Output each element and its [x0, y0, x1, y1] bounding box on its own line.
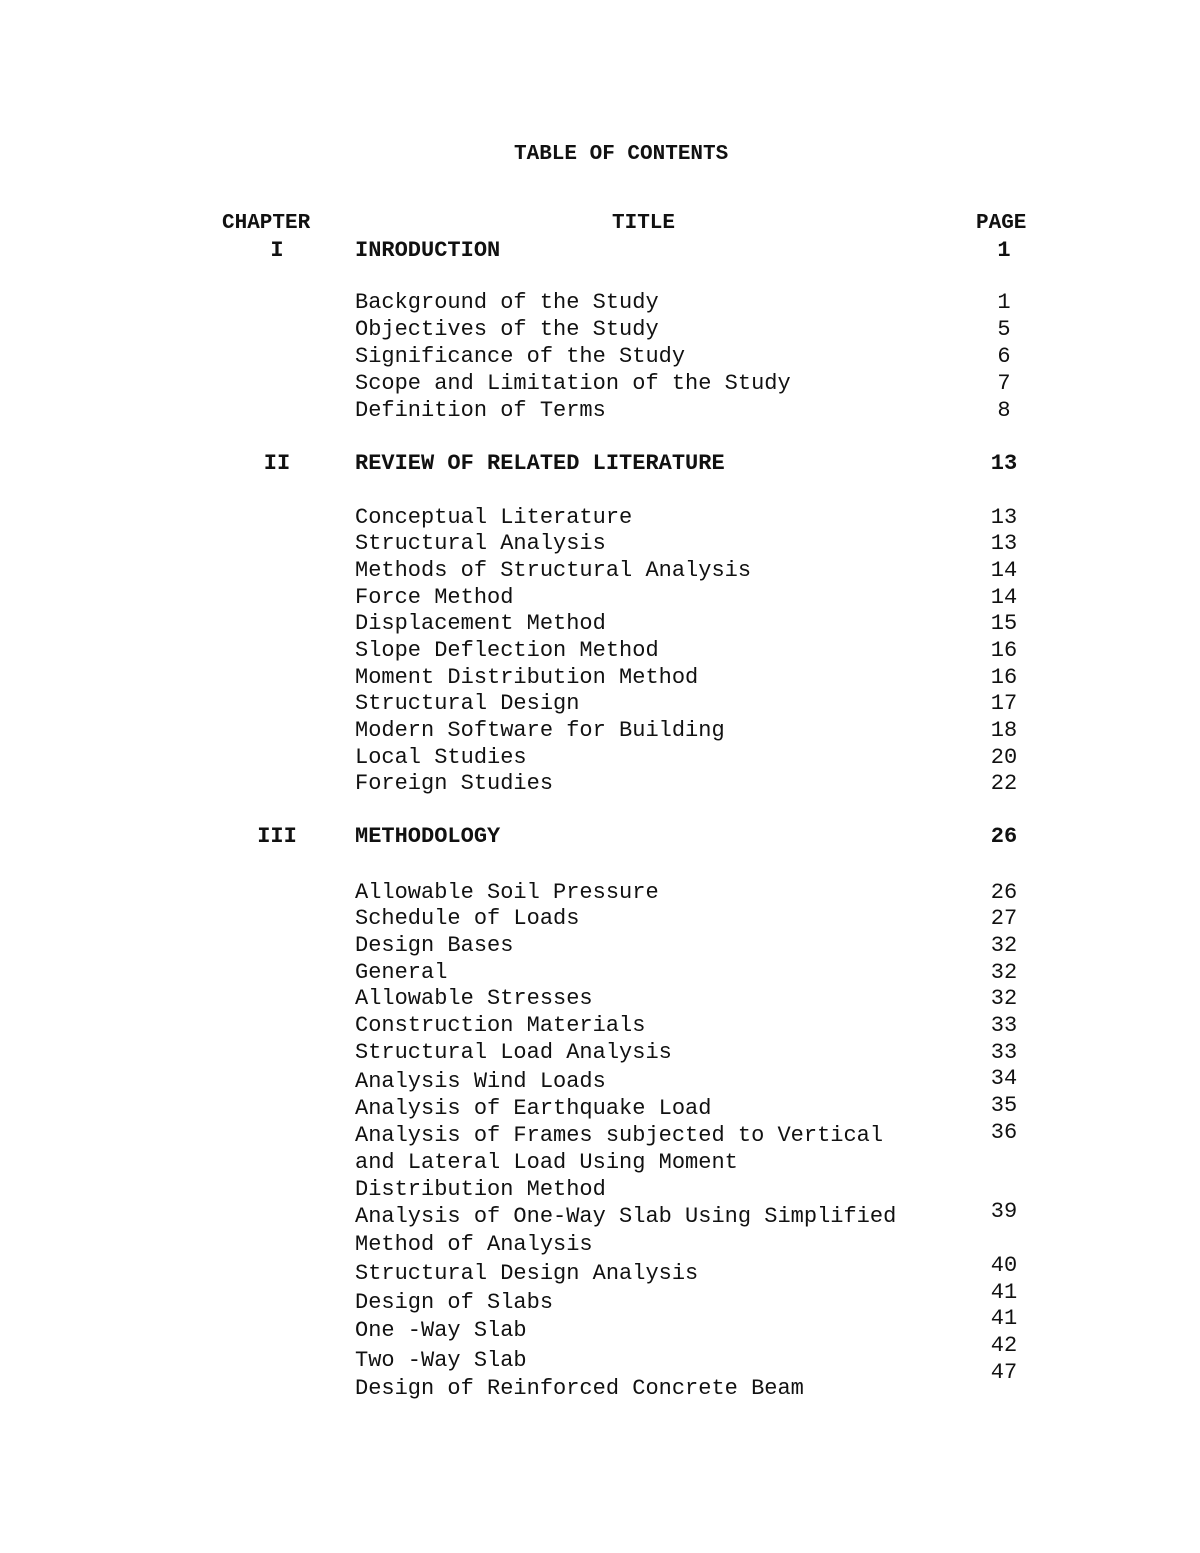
- toc-entry-page: 18: [990, 718, 1018, 743]
- toc-entry-page: 14: [990, 558, 1018, 583]
- toc-entry-page: 34: [990, 1066, 1018, 1091]
- toc-entry-label: Structural Analysis: [355, 531, 606, 556]
- toc-entry-page: 13: [990, 505, 1018, 530]
- toc-entry-label: Allowable Stresses: [355, 986, 593, 1011]
- toc-entry-label: Modern Software for Building: [355, 718, 725, 743]
- toc-entry-label: Definition of Terms: [355, 398, 606, 423]
- toc-entry-label: Structural Design Analysis: [355, 1261, 699, 1286]
- toc-entry-page: 5: [997, 317, 1011, 342]
- toc-entry-page: 1: [997, 290, 1011, 315]
- toc-entry-page: 33: [990, 1013, 1018, 1038]
- toc-entry-page: 8: [997, 398, 1011, 423]
- toc-entry-page: 33: [990, 1040, 1018, 1065]
- toc-entry-label: Methods of Structural Analysis: [355, 558, 752, 583]
- chapter-title: REVIEW OF RELATED LITERATURE: [355, 451, 725, 476]
- chapter-number: III: [257, 824, 297, 849]
- toc-entry-page: 35: [990, 1093, 1018, 1118]
- chapter-number: I: [270, 238, 284, 263]
- chapter-title: INRODUCTION: [355, 238, 501, 263]
- toc-entry-label: Scope and Limitation of the Study: [355, 371, 791, 396]
- toc-entry-label: Objectives of the Study: [355, 317, 659, 342]
- toc-entry-label: Conceptual Literature: [355, 505, 633, 530]
- chapter-page: 1: [997, 238, 1011, 263]
- page-column-header: PAGE: [976, 212, 1027, 235]
- toc-entry-page: 26: [990, 880, 1018, 905]
- chapter-page: 13: [990, 451, 1018, 476]
- toc-entry-page: 6: [997, 344, 1011, 369]
- toc-entry-label: Local Studies: [355, 745, 527, 770]
- toc-entry-label: Design of Slabs: [355, 1290, 554, 1315]
- toc-entry-label: Background of the Study: [355, 290, 659, 315]
- toc-entry-label: Force Method: [355, 585, 514, 610]
- title-column-header: TITLE: [612, 212, 676, 235]
- toc-entry-label: Analysis Wind Loads: [355, 1069, 606, 1094]
- toc-entry-label: Allowable Soil Pressure: [355, 880, 659, 905]
- toc-entry-page: 20: [990, 745, 1018, 770]
- toc-entry-page: 40: [990, 1253, 1018, 1278]
- toc-entry-page: 47: [990, 1360, 1018, 1385]
- toc-entry-label: Moment Distribution Method: [355, 665, 699, 690]
- toc-entry-page: 27: [990, 906, 1018, 931]
- toc-entry-page: 15: [990, 611, 1018, 636]
- toc-entry-page: 14: [990, 585, 1018, 610]
- toc-entry-label: Structural Design: [355, 691, 580, 716]
- chapter-title: METHODOLOGY: [355, 824, 501, 849]
- toc-entry-page: 22: [990, 771, 1018, 796]
- toc-entry-page: 16: [990, 665, 1018, 690]
- toc-entry-label-continued: Distribution Method: [355, 1177, 606, 1202]
- chapter-column-header: CHAPTER: [222, 212, 311, 235]
- toc-entry-label: Foreign Studies: [355, 771, 554, 796]
- toc-entry-page: 16: [990, 638, 1018, 663]
- chapter-page: 26: [990, 824, 1018, 849]
- toc-entry-page: 7: [997, 371, 1011, 396]
- toc-entry-label-continued: Method of Analysis: [355, 1232, 593, 1257]
- toc-entry-label: Two -Way Slab: [355, 1348, 527, 1373]
- toc-entry-page: 13: [990, 531, 1018, 556]
- toc-entry-page: 32: [990, 960, 1018, 985]
- toc-entry-page: 32: [990, 986, 1018, 1011]
- toc-entry-label: Analysis of Earthquake Load: [355, 1096, 712, 1121]
- toc-entry-page: 42: [990, 1333, 1018, 1358]
- toc-entry-page: 17: [990, 691, 1018, 716]
- toc-entry-label: One -Way Slab: [355, 1318, 527, 1343]
- toc-entry-page: 39: [990, 1199, 1018, 1224]
- toc-entry-page: 41: [990, 1306, 1018, 1331]
- toc-entry-label: Design of Reinforced Concrete Beam: [355, 1376, 804, 1401]
- toc-entry-page: 41: [990, 1280, 1018, 1305]
- toc-entry-page: 32: [990, 933, 1018, 958]
- toc-entry-label-continued: and Lateral Load Using Moment: [355, 1150, 738, 1175]
- toc-entry-label: General: [355, 960, 448, 985]
- toc-entry-label: Displacement Method: [355, 611, 606, 636]
- toc-entry-label: Construction Materials: [355, 1013, 646, 1038]
- toc-entry-label: Structural Load Analysis: [355, 1040, 672, 1065]
- toc-entry-label: Significance of the Study: [355, 344, 686, 369]
- chapter-number: II: [263, 451, 291, 476]
- page-title: TABLE OF CONTENTS: [514, 143, 729, 166]
- toc-entry-label: Design Bases: [355, 933, 514, 958]
- toc-entry-label: Analysis of Frames subjected to Vertical: [355, 1123, 884, 1148]
- toc-entry-label: Schedule of Loads: [355, 906, 580, 931]
- toc-entry-label: Slope Deflection Method: [355, 638, 659, 663]
- toc-entry-label: Analysis of One-Way Slab Using Simplified: [355, 1204, 897, 1229]
- toc-entry-page: 36: [990, 1120, 1018, 1145]
